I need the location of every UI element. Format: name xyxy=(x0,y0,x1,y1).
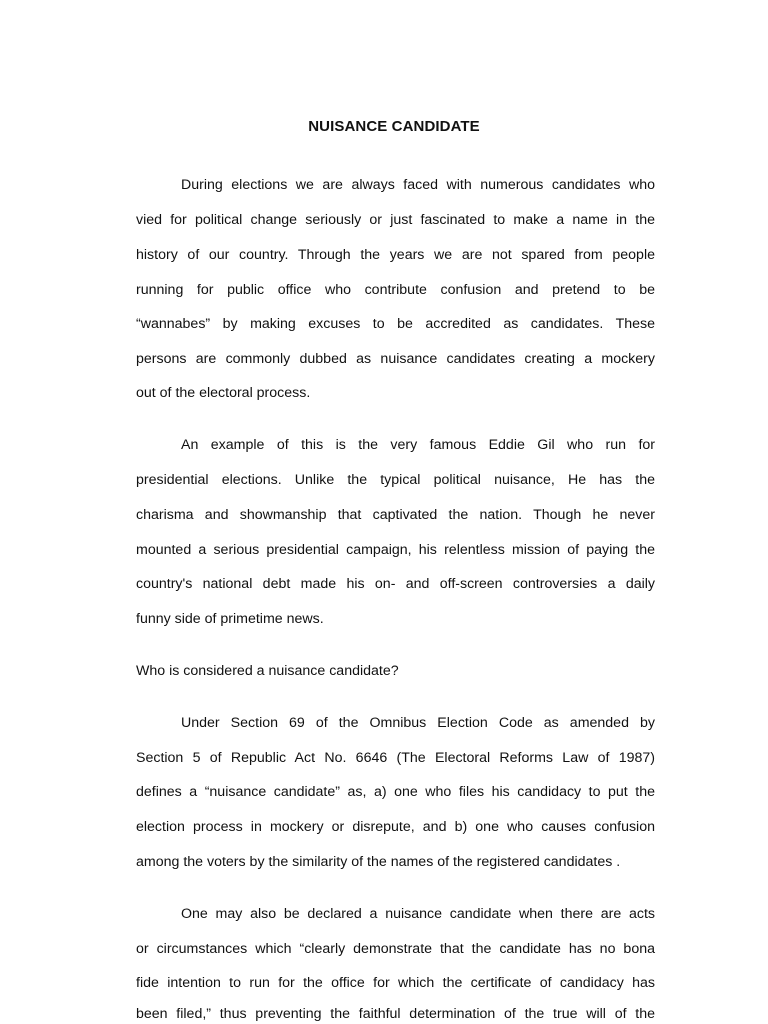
paragraph-2-line-5: country's national debt made his on- and off-screen controversies a daily xyxy=(136,576,655,592)
document-title: NUISANCE CANDIDATE xyxy=(308,118,480,135)
paragraph-3-line-2: Section 5 of Republic Act No. 6646 (The Electoral Reforms Law of 1987) xyxy=(136,750,655,766)
paragraph-3-line-3: defines a “nuisance candidate” as, a) one who files his candidacy to put the xyxy=(136,784,655,800)
paragraph-1-line-1: During elections we are always faced with numerous candidates who xyxy=(181,177,655,193)
paragraph-2-line-1: An example of this is the very famous Eddie Gil who run for xyxy=(181,437,655,453)
paragraph-1-line-7: out of the electoral process. xyxy=(136,385,311,401)
paragraph-3-line-4: election process in mockery or disrepute, and b) one who causes confusion xyxy=(136,819,655,835)
paragraph-2-line-2: presidential elections. Unlike the typical political nuisance, He has the xyxy=(136,472,655,488)
paragraph-4-line-2: or circumstances which “clearly demonstrate that the candidate has no bona xyxy=(136,941,655,957)
paragraph-2-line-6: funny side of primetime news. xyxy=(136,611,324,627)
paragraph-3-line-5: among the voters by the similarity of the names of the registered candidates . xyxy=(136,854,621,870)
paragraph-2-line-4: mounted a serious presidential campaign, his relentless mission of paying the xyxy=(136,542,655,558)
question-heading: Who is considered a nuisance candidate? xyxy=(136,663,399,679)
paragraph-3-line-1: Under Section 69 of the Omnibus Election Code as amended by xyxy=(181,715,655,731)
paragraph-4-line-1: One may also be declared a nuisance candidate when there are acts xyxy=(181,906,655,922)
paragraph-2-line-3: charisma and showmanship that captivated the nation. Though he never xyxy=(136,507,655,523)
paragraph-4-line-4: been filed,” thus preventing the faithful determination of the true will of the xyxy=(136,1006,655,1022)
paragraph-1-line-6: persons are commonly dubbed as nuisance candidates creating a mockery xyxy=(136,351,655,367)
paragraph-1-line-2: vied for political change seriously or just fascinated to make a name in the xyxy=(136,212,655,228)
paragraph-1-line-4: running for public office who contribute confusion and pretend to be xyxy=(136,282,655,298)
paragraph-4-line-3: fide intention to run for the office for which the certificate of candidacy has xyxy=(136,975,655,991)
paragraph-1-line-3: history of our country. Through the years we are not spared from people xyxy=(136,247,655,263)
paragraph-1-line-5: “wannabes” by making excuses to be accredited as candidates. These xyxy=(136,316,655,332)
